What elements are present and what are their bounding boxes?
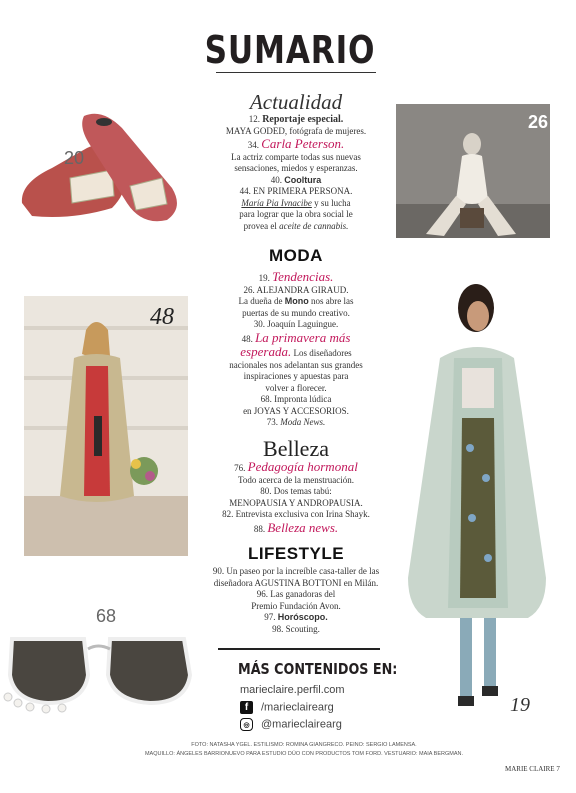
list-item: 97. Horóscopo. xyxy=(264,612,328,622)
website-link[interactable]: marieclaire.perfil.com xyxy=(240,684,345,696)
title-divider xyxy=(216,72,376,73)
actualidad-list xyxy=(200,114,392,232)
page-number-runway: 19 xyxy=(510,694,530,716)
list-item: MENOPAUSIA Y ANDROPAUSIA. xyxy=(229,497,363,508)
list-item: 82. Entrevista exclusiva con Irina Shayk. xyxy=(222,509,370,519)
page-number-glasses: 68 xyxy=(96,606,117,626)
page-number-coat: 48 xyxy=(150,304,174,330)
runway-model-photo xyxy=(396,278,560,720)
list-item: puertas de su mundo creativo. xyxy=(242,307,350,318)
section-moda: MODA xyxy=(269,246,323,265)
instagram-link[interactable] xyxy=(240,718,342,731)
list-item: Premio Fundación Avon. xyxy=(251,600,341,611)
instagram-icon: ◎ xyxy=(240,718,253,731)
list-item: 80. Dos temas tabú: xyxy=(260,486,332,496)
more-content-title: MÁS CONTENIDOS EN: xyxy=(238,660,398,678)
list-item: 19. Tendencias. xyxy=(258,269,334,284)
list-item: 34. Carla Peterson. xyxy=(247,136,345,151)
list-item: para lograr que la obra social le xyxy=(239,209,353,219)
list-item: 68. Impronta lúdica xyxy=(260,394,332,404)
section-lifestyle: LIFESTYLE xyxy=(247,544,345,563)
facebook-handle: /marieclairearg xyxy=(261,701,334,714)
list-item: 48. La primavera más xyxy=(241,329,351,345)
list-item: 90. Un paseo por la increíble casa-taller de las xyxy=(212,566,380,576)
list-item: provea el aceite de cannabis. xyxy=(243,220,349,231)
list-item: volver a florecer. xyxy=(265,382,327,393)
list-item: en JOYAS Y ACCESORIOS. xyxy=(243,405,349,416)
list-item: María Pia Ivnacibe y su lucha xyxy=(241,197,351,208)
page-number-model-top: 26 xyxy=(528,112,549,132)
list-item: inspiraciones y apuestas para xyxy=(243,371,349,381)
list-item: 76. Pedagogía hormonal xyxy=(234,459,358,474)
list-item: 73. Moda News. xyxy=(266,417,326,427)
photo-credits xyxy=(104,741,504,759)
list-item: 44. EN PRIMERA PERSONA. xyxy=(239,186,353,196)
sunglasses-photo xyxy=(0,615,200,715)
list-item: 88. Belleza news. xyxy=(253,519,339,535)
trench-coat-photo xyxy=(24,296,188,556)
moda-list xyxy=(200,270,392,429)
belleza-list xyxy=(200,460,392,535)
instagram-handle: @marieclairearg xyxy=(261,718,342,731)
list-item: sensaciones, miedos y esperanzas. xyxy=(234,163,358,173)
list-item: 26. ALEJANDRA GIRAUD. xyxy=(243,284,349,295)
list-item: La actriz comparte todas sus nuevas xyxy=(231,151,361,162)
lifestyle-list xyxy=(194,566,398,635)
facebook-link[interactable] xyxy=(240,701,334,714)
list-item: 12. Reportaje especial. xyxy=(248,114,344,125)
shoes-photo xyxy=(12,108,187,233)
list-item: esperada. Los diseñadores xyxy=(240,344,352,359)
section-actualidad: Actualidad xyxy=(249,90,343,114)
list-item: 30. Joaquín Laguingue. xyxy=(253,319,339,329)
list-item: 98. Scouting. xyxy=(272,623,320,634)
list-item: Todo acerca de la menstruación. xyxy=(237,474,355,485)
credits-line: MAQUILLO: ÁNGELES BARRIONUEVO PARA ESTUDIO DÚO CON PRODUCTOS TOM FORD. VESTUARIO: MAIA BERGMAN. xyxy=(144,751,464,757)
page-title: SUMARIO xyxy=(204,28,376,72)
page-number-shoes: 20 xyxy=(64,148,85,168)
page-footer: MARIE CLAIRE 7 xyxy=(505,765,560,773)
list-item: MAYA GODED, fotógrafa de mujeres. xyxy=(225,125,367,136)
more-divider xyxy=(218,648,380,650)
list-item: 96. Las ganadoras del xyxy=(256,589,336,599)
model-portrait-photo xyxy=(396,104,550,238)
section-belleza: Belleza xyxy=(263,436,329,461)
list-item: La dueña de Mono nos abre las xyxy=(238,296,354,306)
list-item: 40. Cooltura xyxy=(270,174,322,185)
facebook-icon: f xyxy=(240,701,253,714)
list-item: diseñadora AGUSTINA BOTTONI en Milán. xyxy=(213,577,379,588)
list-item: nacionales nos adelantan sus grandes xyxy=(229,359,363,370)
credits-line: FOTO: NATASHA YGEL. ESTILISMO: ROMINA GIANGRECO. PEINO: SERGIO LAMENSA. xyxy=(191,742,417,748)
